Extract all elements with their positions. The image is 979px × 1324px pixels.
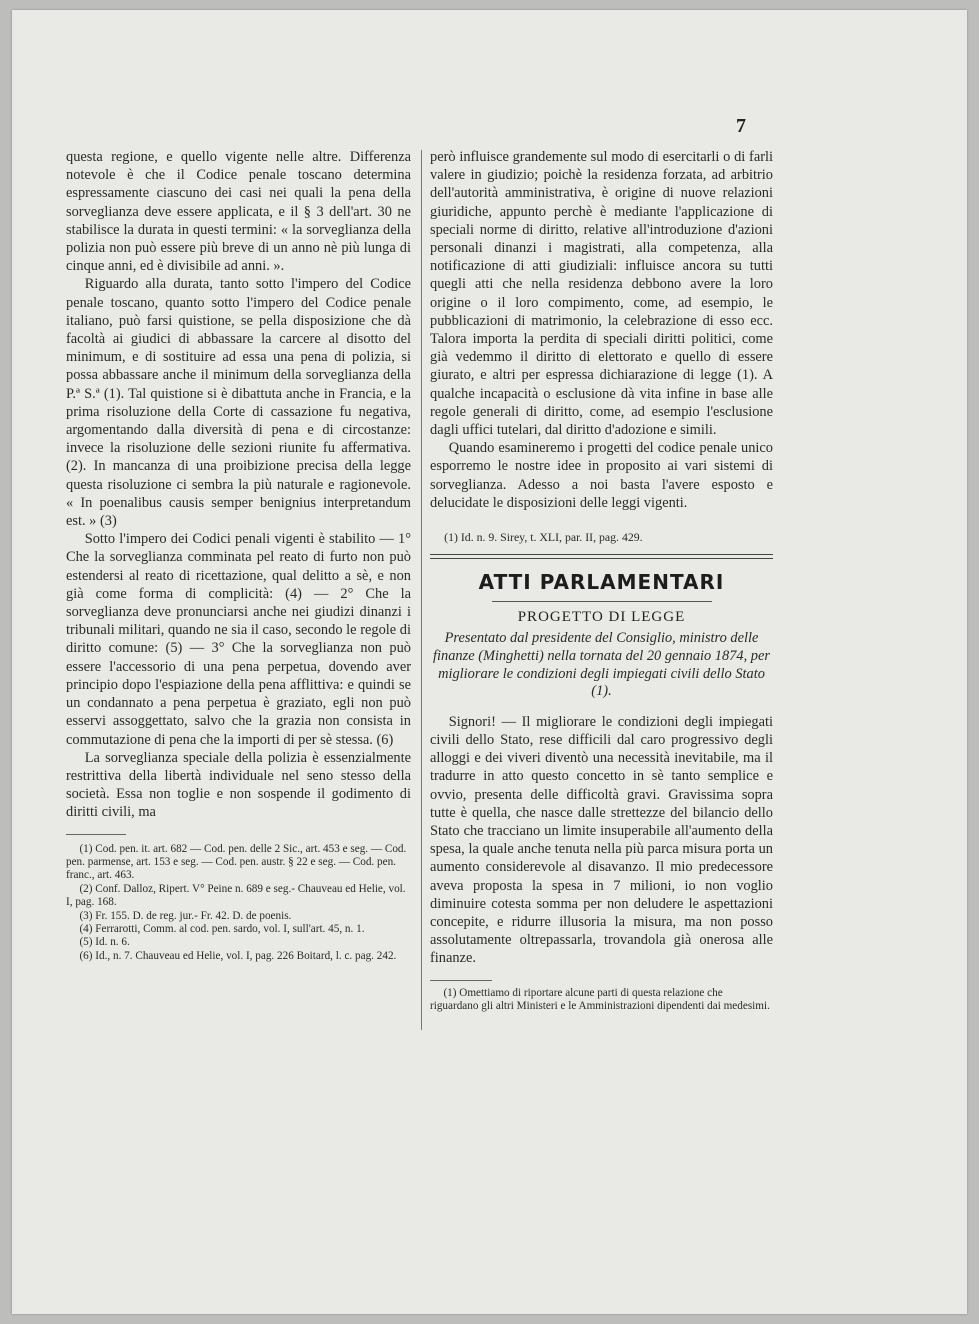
- right-column: [430, 148, 773, 1014]
- footnotes-divider: [66, 834, 126, 835]
- document-page: [12, 10, 967, 1314]
- footnote-2: (2) Conf. Dalloz, Ripert. V° Peine n. 689 e seg.- Chauveau ed Helie, vol. I, pag. 168.: [66, 882, 406, 909]
- left-column: [66, 148, 411, 963]
- footnote-1: (1) Cod. pen. it. art. 682 — Cod. pen. delle 2 Sic., art. 453 e seg. — Cod. pen. parmense, art. 153 e seg. — Cod. pen. austr. § 22 e seg. — Cod. pen. franc., art. 463.: [66, 842, 407, 882]
- left-paragraph-2: Riguardo alla durata, tanto sotto l'impero del Codice penale toscano, quanto sotto l'impero del Codice penale italiano, può farsi quistione, se pella disposizione che dà facoltà ai giudici di abbassare la carcere al disotto del minimum, e di sostituire ad essa una pena di polizia, si possa abbassare anche il minimum della sorveglianza della P.ª S.ª (1). Tal quistione si è dibattuta anche in Francia, e la prima risoluzione della Corte di cassazione fu negativa, argomentando dalla diversità di pena e di circostanze: invece la risoluzione delle sezioni riunite fu affermativa. (2). In mancanza di una proibizione precisa della legge questa risoluzione ci sembra la più naturale e ragionevole. « In poenalibus causis semper benignius interpretandum est. » (3): [66, 276, 411, 530]
- right-footnote: (1) Id. n. 9. Sirey, t. XLI, par. II, pag. 429.: [444, 530, 643, 545]
- page-number: 7: [736, 115, 746, 137]
- bill-subtitle: PROGETTO DI LEGGE: [517, 609, 686, 626]
- footnote-3: (3) Fr. 155. D. de reg. jur.- Fr. 42. D. de poenis.: [79, 909, 292, 922]
- section-divider: [430, 554, 773, 559]
- footnote-5: (5) Id. n. 6.: [79, 936, 130, 949]
- left-paragraph-4: La sorveglianza speciale della polizia è essenzialmente restrittiva della libertà individuale nel seno stesso della società. Essa non toglie e non sospende il godimento di diritti civili, ma: [66, 749, 411, 821]
- bill-footnote-divider: [430, 980, 492, 981]
- bill-presentation: Presentato dal presidente del Consiglio, ministro delle finanze (Minghetti) nella tornata del 20 gennaio 1874, per migliorare le condizioni degli impiegati civili dello Stato (1).: [433, 630, 770, 700]
- footnote-4: (4) Ferrarotti, Comm. al cod. pen. sardo, vol. I, sull'art. 45, n. 1.: [79, 922, 365, 935]
- section-title: ATTI PARLAMENTARI: [478, 570, 725, 595]
- bill-footnote: (1) Omettiamo di riportare alcune parti di questa relazione che riguardano gli altri Ministeri e le Amministrazioni dipendenti dai medesimi.: [430, 986, 770, 1013]
- bill-paragraph: Signori! — Il migliorare le condizioni degli impiegati civili dello Stato, rese difficili dal caro progressivo degli alloggi e dei viveri diventò una necessità inevitabile, ma il tradurre in atto questo concetto in sè tanto semplice e ovvio, presenta delle difficoltà gravi. Gravissima sopra tutte è quella, che nasce dalle strettezze del bilancio dello Stato che tracciano un limite insuperabile all'aumento della spesa, la quale anche tenuta nella più parca misura porta un aumento considerevole al disavanzo. Il mio predecessore aveva proposta la spesa in 7 milioni, io non voglio diminuire cotesta somma per non deludere le aspettazioni concepite, e ridurre illusoria la misura, ma non posso assolutamente oltrepassarla, trovandola già onerosa alle finanze.: [430, 713, 773, 967]
- footnote-6: (6) Id., n. 7. Chauveau ed Helie, vol. I, pag. 226 Boitard, l. c. pag. 242.: [79, 949, 397, 962]
- right-paragraph-2: Quando esamineremo i progetti del codice penale unico esporremo le nostre idee in proposito ai vari sistemi di sorveglianza. Adesso a noi basta l'avere esposto e delucidate le disposizioni delle leggi vigenti.: [430, 440, 773, 511]
- column-divider: [421, 150, 422, 1030]
- title-rule: [492, 601, 712, 602]
- left-paragraph-1: questa regione, e quello vigente nelle altre. Differenza notevole è che il Codice penale toscano determina espressamente ciascuno dei casi nei quali la pena della sorveglianza deve essere applicata, e il § 3 dell'art. 30 ne stabilisce la durata in questi termini: « la sorveglianza della polizia non può essere più breve di un anno nè più lunga di cinque anni, ed è divisibile ad anni. ».: [66, 149, 411, 275]
- right-paragraph-1: però influisce grandemente sul modo di esercitarli o di farli valere in giudizio; poichè la residenza forzata, ad arbitrio dell'autorità amministrativa, è origine di nuove relazioni giuridiche, appunto perchè è mediante l'applicazione di speciali norme di diritto, relative all'introduzione d'azioni personali dinanzi i magistrati, alla competenza, alla notificazione di atti giudiziali: influisce ancora su tutti quegli atti che nella residenza debbono avere la loro origine o il loro compimento, come, ad esempio, le pubblicazioni di matrimonio, la celebrazione di esso ecc. Talora importa la perdita di speciali diritti politici, come già vedemmo il diritto di elettorato e quello di essere giurato, e altri per espressa dichiarazione di legge (1). A qualche incapacità o esclusione dà vita infine in base alle regole generali di diritto, come, ad esempio l'esclusione dagli uffici tutelari, dal diritto d'adozione e simili.: [430, 149, 773, 439]
- left-paragraph-3: Sotto l'impero dei Codici penali vigenti è stabilito — 1° Che la sorveglianza comminata pel reato di furto non può estendersi al reato di ricettazione, qual delitto a sè, e non già come forma di complicità: (4) — 2° Che la sorveglianza deve pronunciarsi anche nei giudizi dinanzi i tribunali militari, quando ne sia il caso, secondo le regole di diritto comune: (5) — 3° Che la sorveglianza non può essere l'accessorio di una pena perpetua, dovendo aver principio dopo l'espiazione della pena afflittiva: e quindi se un condannato a pena perpetua è graziato, egli non può esservi assoggettato, salvo che la grazia non consista in commutazione di pena che la importi di per sè stessa. (6): [66, 531, 411, 748]
